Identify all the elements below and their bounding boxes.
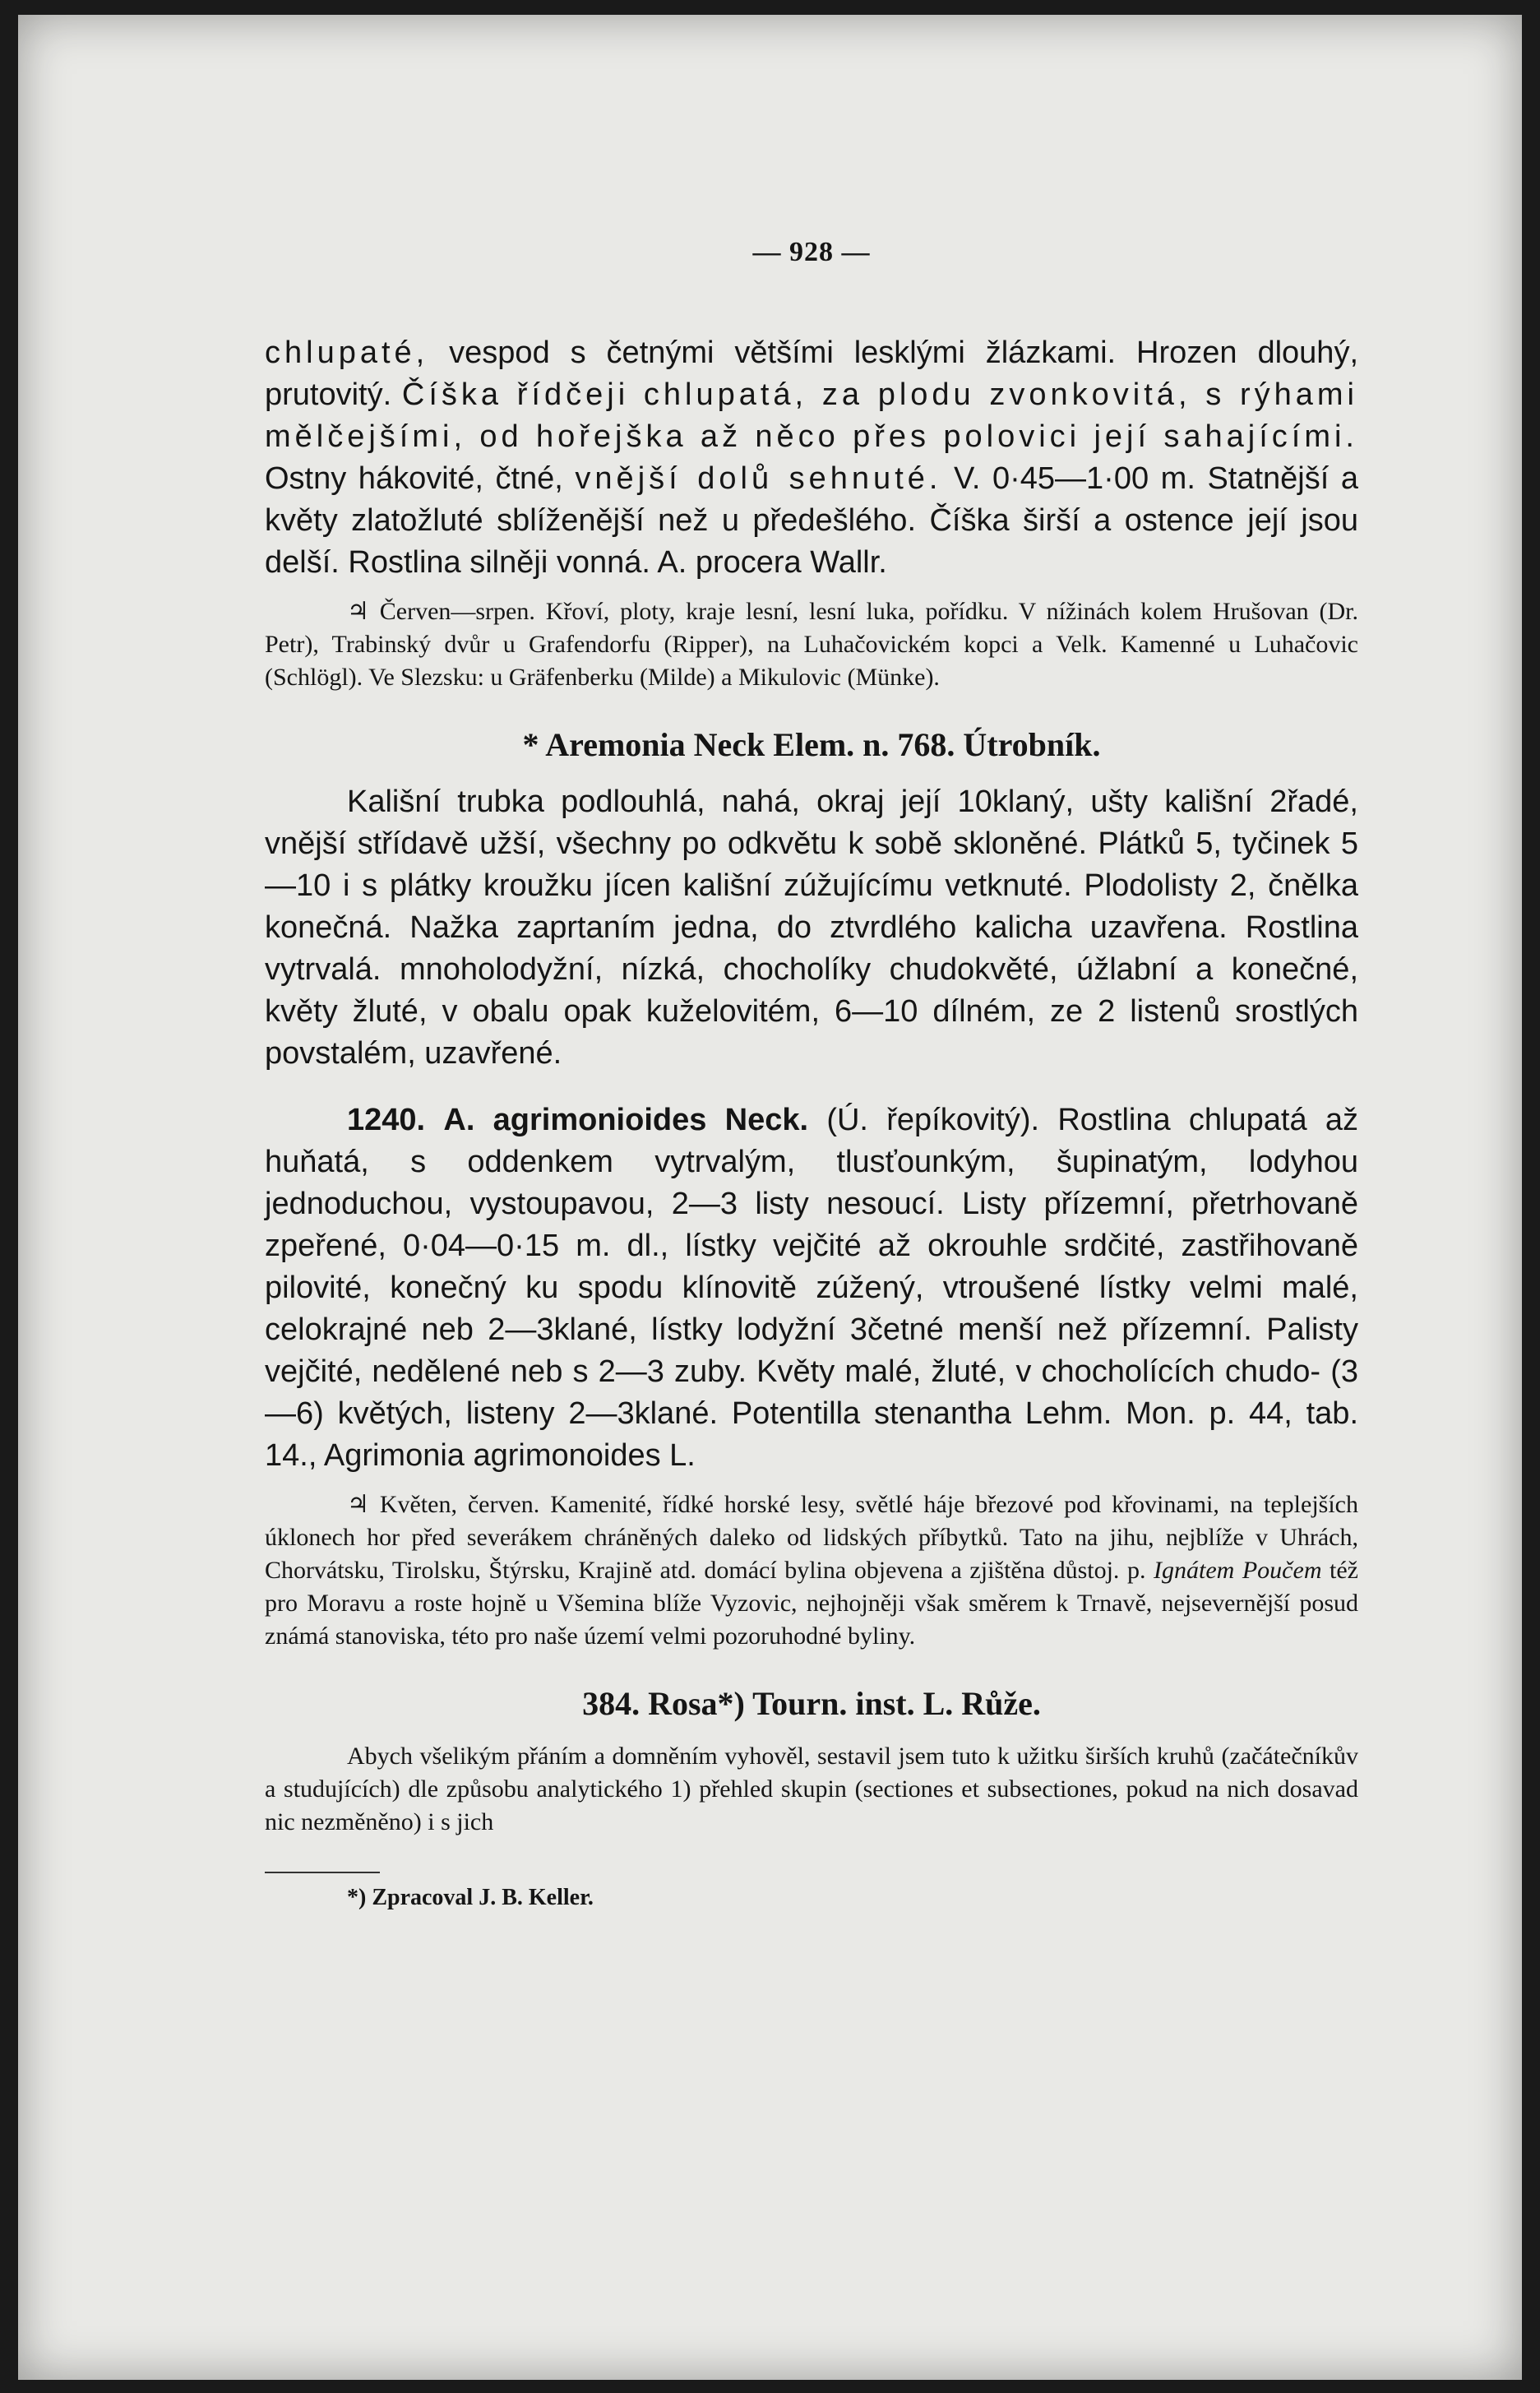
species-paragraph (265, 1099, 1358, 1477)
genus-description: Kališní trubka podlouhlá, nahá, okraj její 10klaný, ušty kališní 2řadé, vnější střídavě užší, všechny po odkvětu k sobě skloněné. Plátků 5, tyčinek 5—10 i s plátky kroužku jícen kališní zúžujícímu vetknuté. Plodolisty 2, čnělka konečná. Nažka zaprtaním jedna, do ztvrdlého kalicha uzavřena. Rostlina vytrvalá. mnoholodyžní, nízká, chocholíky chudokvěté, úžlabní a konečné, květy žluté, v obalu opak kuželovitém, 6—10 dílném, ze 2 listenů srostlých povstalém, uzavřené. (265, 785, 1358, 1071)
footnote: *) Zpracoval J. B. Keller. (347, 1885, 594, 1910)
footnote-divider (265, 1872, 380, 1873)
body-text: Ostny hákovité, čtné, (265, 461, 576, 496)
rosa-intro: Abych všelikým přáním a domněním vyhověl, sestavil jsem tuto k užitku širších kruhů (začátečníkův a studujících) dle způsobu analytického 1) přehled skupin (sectiones et subsectiones, pokud na nich dosavad nic nezměněno) i s jich (265, 1743, 1358, 1835)
spaced-text: chlupaté, (265, 336, 429, 370)
body-text: V. 0·45—1·00 m. Statnější a květy zlatožluté sblíženější než u předešlého. Číška širší a ostence její jsou delší. Rostlina silněji vonná. A. procera Wallr. (265, 461, 1358, 580)
distribution-paragraph-2 (265, 1488, 1358, 1653)
spaced-text: vnější dolů sehnuté. (575, 461, 942, 496)
description-paragraph (265, 332, 1358, 584)
page-content (265, 237, 1358, 1911)
species-name: A. agrimonioides Neck. (443, 1103, 809, 1137)
distribution-paragraph: ♃ Červen—srpen. Křoví, ploty, kraje lesní, lesní luka, pořídku. V nížinách kolem Hrušovan (Dr. Petr), Trabinský dvůr u Grafendorfu (Ripper), na Luhačovickém kopci a Velk. Kamenné u Luhačovic (Schlögl). Ve Slezsku: u Gräfenberku (Milde) a Mikulovic (Münke). (265, 598, 1358, 691)
distribution-text: ♃ Květen, červen. Kamenité, řídké horské lesy, světlé háje březové pod křovinami, na teplejších úklonech hor před severákem chráněných daleko od lidských příbytků. Tato na jihu, nejblíže v Uhrách, Chorvátsku, Tirolsku, Štýrsku, Krajině atd. domácí bylina objevena a zjištěna důstoj. p. (265, 1491, 1358, 1584)
spaced-text: Číška řídčeji chlupatá, za plodu zvonkovitá, s rýhami mělčejšími, od hořejška až něco přes polovici její sahajícími. (265, 377, 1358, 454)
scanned-page (18, 15, 1522, 2380)
page-number: — 928 — (752, 237, 871, 267)
collector-name: Ignátem Poučem (1154, 1557, 1322, 1584)
genus-heading: * Aremonia Neck Elem. n. 768. Útrobník. (522, 726, 1101, 763)
distribution-text: též pro Moravu a roste hojně u Všemina blíže Vyzovic, nejhojněji však směrem k Trnavě, nejsevernější posud známá stanoviska, této pro naše území velmi pozoruhodné byliny. (265, 1557, 1358, 1650)
species-number: 1240. (347, 1103, 426, 1137)
species-text: (Ú. řepíkovitý). Rostlina chlupatá až huňatá, s oddenkem vytrvalým, tlusťounkým, šupinatým, lodyhou jednoduchou, vystoupavou, 2—3 listy nesoucí. Listy přízemní, přetrhovaně zpeřené, 0·04—0·15 m. dl., lístky vejčité až okrouhle srdčité, zastřihovaně pilovité, konečný ku spodu klínovitě zúžený, vtroušené lístky velmi malé, celokrajné neb 2—3klané, lístky lodyžní 3četné menší než přízemní. Palisty vejčité, nedělené neb s 2—3 zuby. Květy malé, žluté, v chocholících chudo- (3—6) květých, listeny 2—3klané. Potentilla stenantha Lehm. Mon. p. 44, tab. 14., Agrimonia agrimonoides L. (265, 1103, 1358, 1473)
rosa-heading: 384. Rosa*) Tourn. inst. L. Růže. (582, 1685, 1041, 1722)
body-text: vespod s četnými většími lesklými žlázkami. Hrozen dlouhý, prutovitý. (265, 336, 1358, 412)
